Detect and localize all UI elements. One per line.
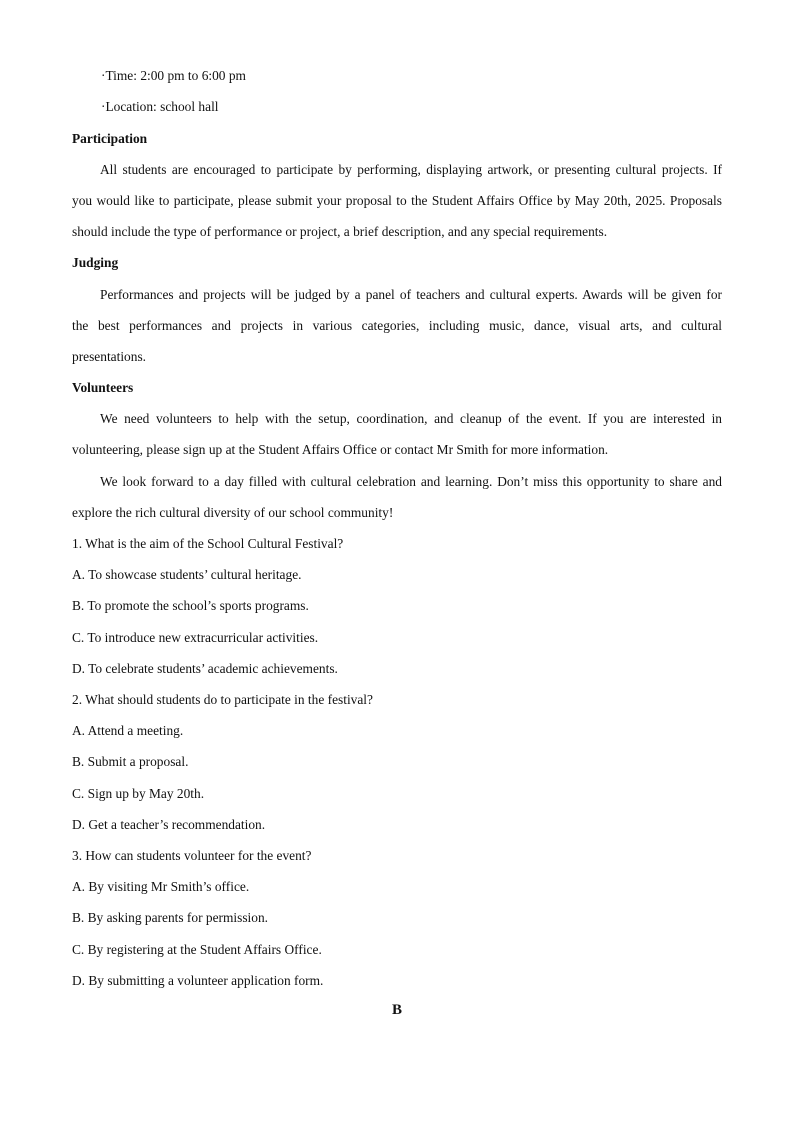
question-3-option-d: D. By submitting a volunteer application form. xyxy=(72,973,324,988)
judging-line: Performances and projects will be judged by a panel of teachers and cultural experts. Awards will be given for xyxy=(100,287,722,302)
question-1-option-a: A. To showcase students’ cultural heritage. xyxy=(72,567,302,582)
participation-line: should include the type of performance or project, a brief description, and any special requirements. xyxy=(72,224,608,239)
volunteers-heading: Volunteers xyxy=(72,380,134,395)
question-3-option-c: C. By registering at the Student Affairs Office. xyxy=(72,942,322,957)
judging-line: presentations. xyxy=(72,349,147,364)
participation-line: All students are encouraged to participate by performing, displaying artwork, or presenting cultural projects. If xyxy=(100,162,722,177)
question-2-option-d: D. Get a teacher’s recommendation. xyxy=(72,817,266,832)
judging-heading: Judging xyxy=(72,255,119,270)
closing-line: We look forward to a day filled with cultural celebration and learning. Don’t miss this opportunity to share and xyxy=(100,474,722,489)
volunteers-line: We need volunteers to help with the setup, coordination, and cleanup of the event. If you are interested in xyxy=(100,411,722,426)
question-2-option-b: B. Submit a proposal. xyxy=(72,754,189,769)
event-time: ·Time: 2:00 pm to 6:00 pm xyxy=(101,68,246,83)
question-2-option-a: A. Attend a meeting. xyxy=(72,723,184,738)
closing-line: explore the rich cultural diversity of our school community! xyxy=(72,505,394,520)
question-1-option-c: C. To introduce new extracurricular activities. xyxy=(72,630,319,645)
question-3-stem: 3. How can students volunteer for the event? xyxy=(72,848,312,863)
participation-line: you would like to participate, please submit your proposal to the Student Affairs Office by May 20th, 2025. Proposals xyxy=(72,193,722,208)
participation-heading: Participation xyxy=(72,131,148,146)
question-3-option-b: B. By asking parents for permission. xyxy=(72,910,269,925)
question-2-option-c: C. Sign up by May 20th. xyxy=(72,786,205,801)
question-3-option-a: A. By visiting Mr Smith’s office. xyxy=(72,879,250,894)
question-2-stem: 2. What should students do to participate in the festival? xyxy=(72,692,373,707)
judging-line: the best performances and projects in various categories, including music, dance, visual arts, and cultural xyxy=(72,318,722,333)
volunteers-line: volunteering, please sign up at the Student Affairs Office or contact Mr Smith for more information. xyxy=(72,442,609,457)
question-1-option-d: D. To celebrate students’ academic achievements. xyxy=(72,661,338,676)
section-letter: B xyxy=(391,1002,402,1018)
event-location: ·Location: school hall xyxy=(101,99,219,114)
question-1-option-b: B. To promote the school’s sports programs. xyxy=(72,598,309,613)
question-1-stem: 1. What is the aim of the School Cultural Festival? xyxy=(72,536,344,551)
